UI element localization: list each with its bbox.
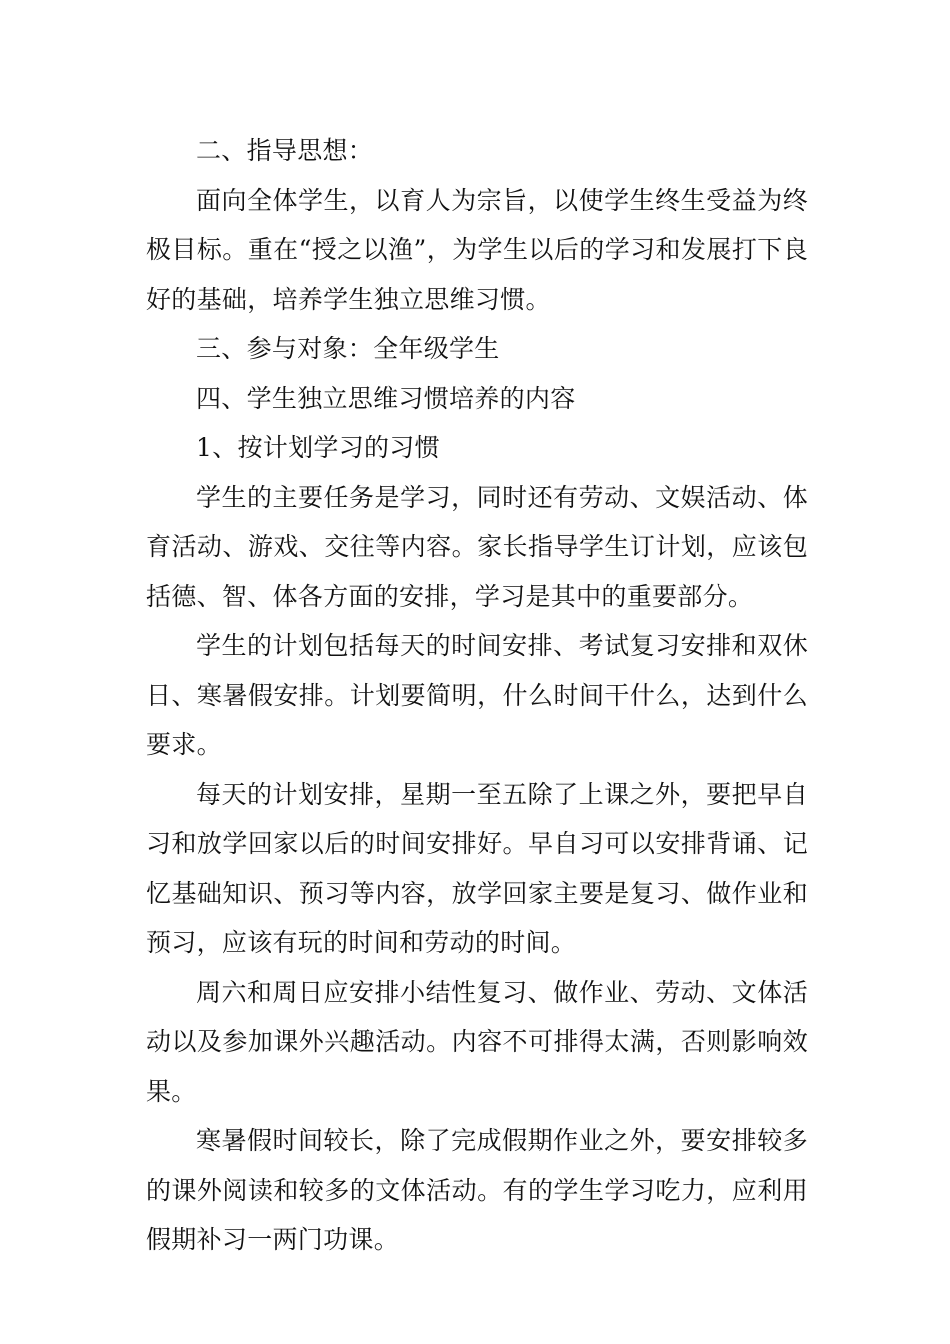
paragraph-guiding-ideology: 面向全体学生，以育人为宗旨，以使学生终生受益为终极目标。重在“授之以渔”，为学生以后的学习和发展打下良好的基础，培养学生独立思维习惯。: [146, 185, 808, 314]
paragraph-daily-plan: 每天的计划安排，星期一至五除了上课之外，要把早自习和放学回家以后的时间安排好。早自习可以安排背诵、记忆基础知识、预习等内容，放学回家主要是复习、做作业和预习，应该有玩的时间和劳动的时间。: [146, 779, 808, 957]
heading-participants: 三、参与对象：全年级学生: [196, 334, 500, 363]
heading-guiding-ideology: 二、指导思想：: [196, 136, 374, 165]
document-body: [146, 126, 808, 1265]
paragraph-main-tasks: 学生的主要任务是学习，同时还有劳动、文娱活动、体育活动、游戏、交往等内容。家长指导学生订计划，应该包括德、智、体各方面的安排，学习是其中的重要部分。: [146, 482, 808, 611]
paragraph-weekend-plan: 周六和周日应安排小结性复习、做作业、劳动、文体活动以及参加课外兴趣活动。内容不可排得太满，否则影响效果。: [146, 977, 808, 1106]
heading-content: 四、学生独立思维习惯培养的内容: [196, 383, 576, 413]
paragraph-vacation-plan: 寒暑假时间较长，除了完成假期作业之外，要安排较多的课外阅读和较多的文体活动。有的学生学习吃力，应利用假期补习一两门功课。: [146, 1126, 808, 1254]
paragraph-plan-scope: 学生的计划包括每天的时间安排、考试复习安排和双休日、寒暑假安排。计划要简明，什么时间干什么，达到什么要求。: [146, 631, 808, 759]
subheading-plan-habit: 1、按计划学习的习惯: [196, 433, 440, 462]
